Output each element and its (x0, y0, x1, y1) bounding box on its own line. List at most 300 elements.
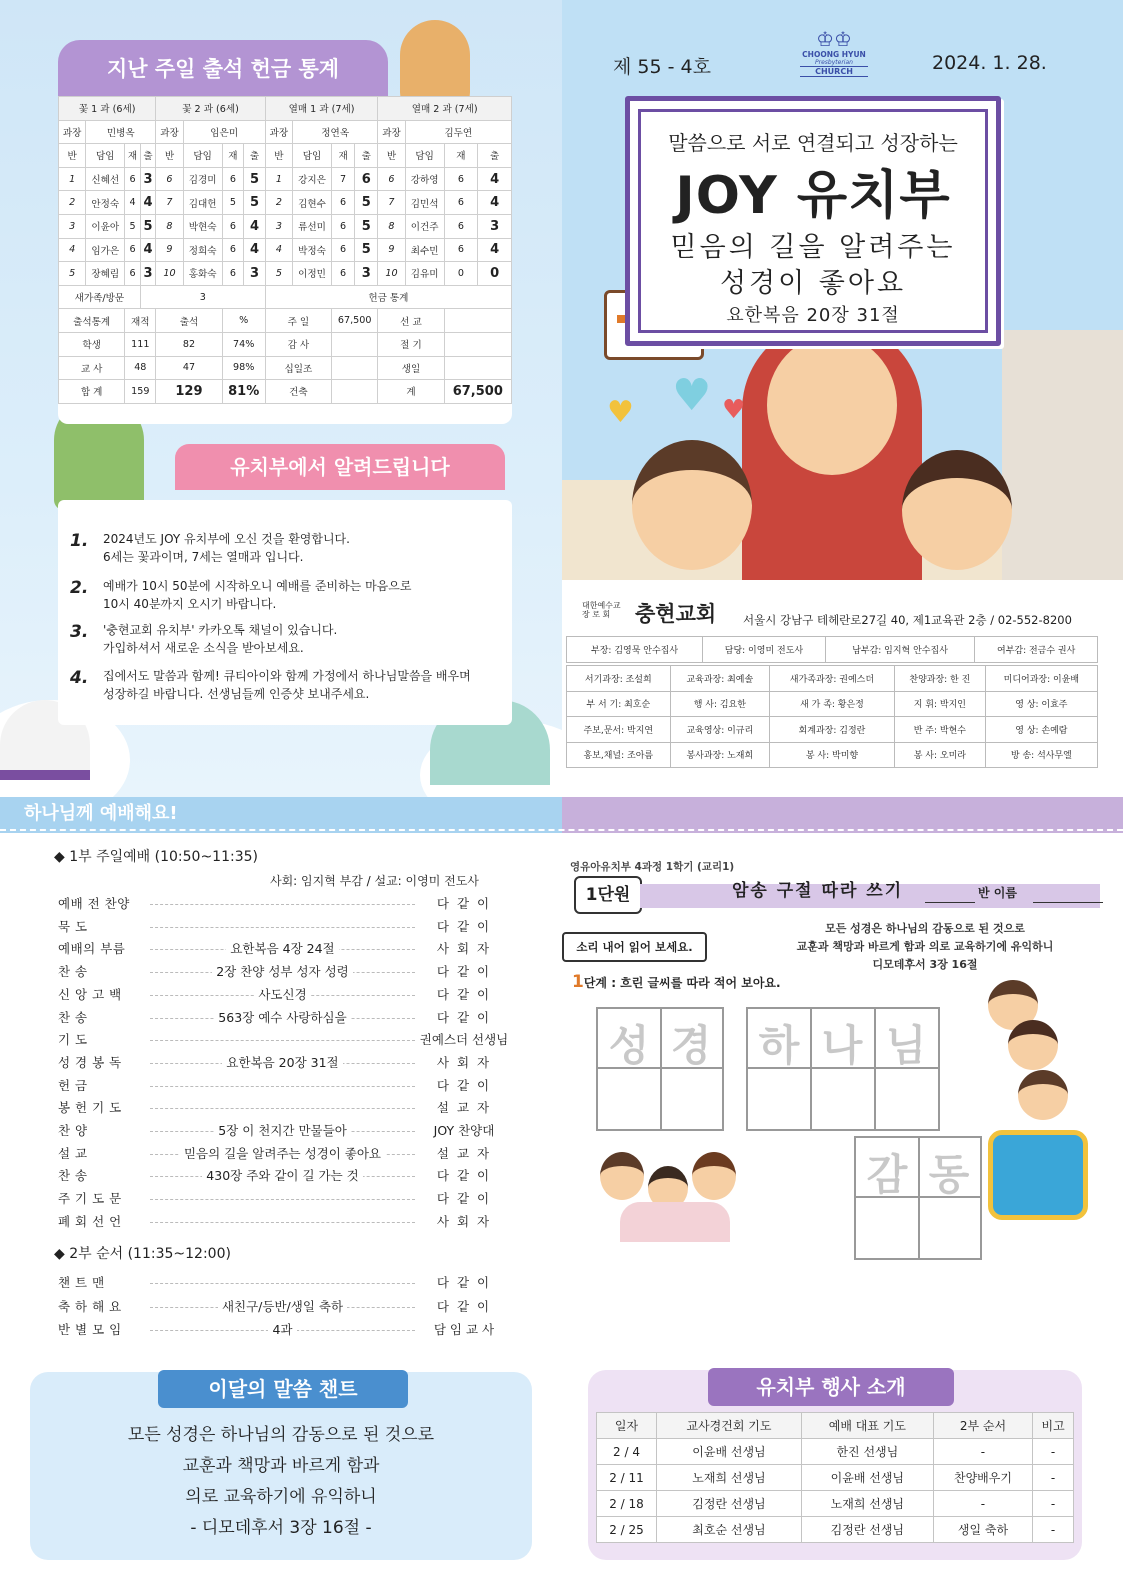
table-cell: 이윤배 선생님 (656, 1439, 801, 1465)
table-cell: 6 (125, 167, 141, 191)
lesson-band (562, 797, 1123, 833)
table-cell: 5 (355, 214, 378, 238)
table-cell: 8 (378, 214, 405, 238)
table-cell: 박정숙 (293, 238, 332, 262)
head-label: 과장 (59, 120, 86, 144)
table-cell: 감 사 (265, 332, 331, 356)
table-cell: 정희숙 (183, 238, 222, 262)
class-head: 정연옥 (293, 120, 378, 144)
order-leader: 다 같 이 (436, 1191, 492, 1207)
table-row (59, 332, 512, 356)
order-row (58, 1320, 510, 1342)
leader-dots (150, 904, 415, 905)
table-cell: 0 (478, 262, 512, 286)
theme-verse: 요한복음 20장 31절 (726, 305, 900, 326)
table-cell: 1 (59, 167, 86, 191)
order-item: 기 도 (58, 1032, 88, 1048)
building-illustration (1002, 330, 1123, 590)
order-leader: 사 회 자 (436, 941, 492, 957)
staff-cell: 행 사: 김요한 (670, 691, 769, 717)
order-item: 주 기 도 문 (58, 1191, 122, 1207)
order-leader: 다 같 이 (436, 1298, 492, 1314)
order-leader: 설 교 자 (436, 1145, 492, 1161)
table-cell: 48 (125, 356, 156, 380)
order-row (58, 1212, 510, 1234)
order-detail-wrap (150, 962, 415, 980)
order-detail: 2장 찬양 성부 성자 성령 (212, 964, 353, 979)
table-cell: 4 (478, 238, 512, 262)
order-detail: 5장 이 천지간 만물들아 (214, 1123, 351, 1138)
trace-char: 감 (866, 1150, 908, 1199)
column-header: 재 (444, 144, 478, 168)
order-detail-wrap (150, 985, 415, 1003)
staff-cell: 주보,문서: 박지연 (567, 717, 671, 743)
column-header: 담임 (405, 144, 444, 168)
table-cell: 이정민 (293, 262, 332, 286)
order-row (58, 1030, 510, 1052)
step-number: 1 (572, 972, 584, 992)
table-cell: 생일 (378, 356, 444, 380)
memory-verse (760, 920, 1090, 974)
notice-number: 1. (70, 531, 89, 551)
leader-dots (150, 1086, 415, 1087)
table-cell: 6 (125, 262, 141, 286)
column-header: 비고 (1033, 1413, 1074, 1439)
order-row (58, 939, 510, 961)
table-cell: 2 / 18 (597, 1491, 657, 1517)
order-item: 헌 금 (58, 1077, 88, 1093)
order-row (58, 1144, 510, 1166)
order-leader: 사 회 자 (436, 1054, 492, 1070)
table-cell: 5 (222, 191, 244, 215)
column-header: 반 (59, 144, 86, 168)
logo-text: Presbyterian (815, 59, 853, 66)
order-leader: 다 같 이 (436, 986, 492, 1002)
order-item: 찬 송 (58, 964, 88, 980)
part2-title: ◆ 2부 순서 (11:35~12:00) (54, 1246, 231, 1262)
order-detail-wrap (150, 1166, 415, 1184)
table-cell: 노재희 선생님 (801, 1491, 933, 1517)
table-cell (332, 380, 378, 404)
staff-cell: 봉 사: 박미향 (770, 742, 895, 768)
table-cell: 5 (355, 238, 378, 262)
table-cell: 계 (378, 380, 444, 404)
table-cell (444, 332, 511, 356)
order-detail-wrap (150, 939, 415, 957)
order-item: 성 경 봉 독 (58, 1054, 122, 1070)
notice-line: 집에서도 말씀과 함께! 큐티아이와 함께 가정에서 하나님말씀을 배우며 (103, 669, 471, 683)
leader-dots (150, 1108, 415, 1109)
order-leader: 권예스더 선생님 (419, 1032, 509, 1048)
table-cell: 3 (265, 214, 292, 238)
table-cell: 6 (444, 238, 478, 262)
issue-number: 제 55 - 4호 (613, 56, 711, 78)
column-header: 예배 대표 기도 (801, 1413, 933, 1439)
chant-text (30, 1420, 532, 1544)
column-header: 2부 순서 (933, 1413, 1032, 1439)
leader-dots (150, 1222, 415, 1223)
chant-title: 이달의 말씀 챈트 (158, 1370, 408, 1408)
table-cell: 82 (156, 332, 222, 356)
order-row (58, 1166, 510, 1188)
divider (0, 829, 1123, 831)
order-item: 반 별 모 임 (58, 1322, 122, 1337)
order-leader: JOY 찬양대 (433, 1123, 495, 1138)
table-cell: 김대헌 (183, 191, 222, 215)
leader-dots (150, 1040, 415, 1041)
denomination (582, 601, 621, 619)
column-header: 담임 (86, 144, 125, 168)
table-cell: 3 (140, 262, 156, 286)
table-cell: 주 일 (265, 309, 331, 333)
order-row (58, 917, 510, 939)
order-row (58, 1121, 510, 1143)
table-cell: 강하영 (405, 167, 444, 191)
theme-line1: 믿음의 길을 알려주는 (670, 232, 956, 263)
table-cell: 6 (332, 214, 355, 238)
table-row (59, 238, 512, 262)
course-label: 영유아유치부 4과정 1학기 (교리1) (570, 861, 735, 873)
family-reading-illustration (600, 1142, 750, 1242)
church-name: 충현교회 (635, 601, 717, 626)
order-detail: 믿음의 길을 알려주는 성경이 좋아요 (180, 1146, 385, 1161)
column-header: 반 (156, 144, 183, 168)
ministry-name: JOY 유치부 (675, 166, 951, 226)
class-name-line[interactable] (925, 902, 975, 903)
table-cell: 재적 (125, 309, 156, 333)
table-cell: 안정숙 (86, 191, 125, 215)
offering-label: 헌금 통계 (265, 285, 511, 309)
table-cell: 74% (222, 332, 265, 356)
order-leader: 다 같 이 (436, 918, 492, 934)
heart-icon: ♥ (607, 395, 634, 430)
trace-char: 경 (670, 1021, 712, 1070)
table-cell: 5 (265, 262, 292, 286)
table-row (59, 380, 512, 404)
table-cell: 김유미 (405, 262, 444, 286)
table-cell: 81% (222, 380, 265, 404)
visit-value: 3 (140, 285, 265, 309)
table-cell: 출석 (156, 309, 222, 333)
column-header: 반 (378, 144, 405, 168)
order-detail-wrap (150, 1008, 415, 1026)
table-cell: 강지은 (293, 167, 332, 191)
theme-line2: 성경이 좋아요 (719, 268, 907, 299)
table-cell: 이윤아 (86, 214, 125, 238)
order-item: 예배의 부름 (58, 941, 126, 957)
table-cell: 3 (140, 167, 156, 191)
table-cell: 6 (332, 191, 355, 215)
leader-dots (150, 1283, 415, 1284)
table-cell: 6 (444, 214, 478, 238)
order-item: 예배 전 찬양 (58, 896, 130, 911)
table-cell: 10 (378, 262, 405, 286)
table-cell: 학생 (59, 332, 125, 356)
order-detail: 새친구/등반/생일 축하 (218, 1299, 347, 1314)
table-cell: - (1033, 1491, 1074, 1517)
table-cell: 1 (265, 167, 292, 191)
table-cell: 절 기 (378, 332, 444, 356)
table-cell: 2 / 11 (597, 1465, 657, 1491)
stats-title: 지난 주일 출석 헌금 통계 (58, 40, 388, 98)
order-item: 신 앙 고 백 (58, 986, 122, 1002)
order-row (58, 1297, 510, 1319)
table-cell: % (222, 309, 265, 333)
table-row (59, 191, 512, 215)
table-cell: 4 (244, 238, 266, 262)
column-header: 반 (265, 144, 292, 168)
logo-text: CHOONG HYUN (802, 50, 866, 59)
table-cell: 박현숙 (183, 214, 222, 238)
order-leader: 다 같 이 (436, 896, 492, 911)
order-row (58, 894, 510, 916)
title-frame (625, 96, 1001, 346)
table-row (59, 214, 512, 238)
boy-illustration (632, 440, 752, 570)
notice-line: '충현교회 유치부' 카카오톡 채널이 있습니다. (103, 623, 338, 637)
table-cell: 찬양배우기 (933, 1465, 1032, 1491)
table-cell (444, 356, 511, 380)
lesson-title: 암송 구절 따라 쓰기 (732, 881, 904, 901)
trace-char: 성 (608, 1021, 650, 1070)
table-cell: 5 (355, 191, 378, 215)
staff-cell: 방 송: 석사무엘 (985, 742, 1097, 768)
head-label: 과장 (378, 120, 405, 144)
table-cell: 6 (332, 238, 355, 262)
table-cell: 장혜림 (86, 262, 125, 286)
table-cell: 2 (265, 191, 292, 215)
table-cell (332, 356, 378, 380)
table-cell: 3 (478, 214, 512, 238)
order-row (58, 985, 510, 1007)
table-cell: 67,500 (444, 380, 511, 404)
worship-title: 하나님께 예배해요! (24, 803, 178, 824)
column-header: 출 (140, 144, 156, 168)
column-header: 재 (125, 144, 141, 168)
table-row (59, 309, 512, 333)
heart-icon: ♥ (722, 395, 746, 425)
table-cell: 6 (222, 214, 244, 238)
church-address: 서울시 강남구 테헤란로27길 40, 제1교육관 2층 / 02-552-8200 (743, 613, 1072, 627)
slogan: 말씀으로 서로 연결되고 성장하는 (668, 131, 958, 155)
table-row (567, 666, 1098, 692)
table-cell: 4 (140, 238, 156, 262)
chant-line: 교훈과 책망과 바르게 함과 (182, 1456, 380, 1476)
column-header: 담임 (293, 144, 332, 168)
order-detail-wrap (150, 1320, 415, 1338)
staff-cell: 교육과장: 최예솔 (670, 666, 769, 692)
order-item: 축 하 해 요 (58, 1298, 122, 1314)
denomination-line: 장 로 회 (582, 610, 611, 619)
table-cell: 6 (444, 191, 478, 215)
table-cell: 합 계 (59, 380, 125, 404)
events-table (596, 1412, 1074, 1543)
column-header: 재 (222, 144, 244, 168)
church-logo (800, 28, 868, 77)
table-cell: 2 / 25 (597, 1517, 657, 1543)
table-cell: 최수민 (405, 238, 444, 262)
staff-cell: 찬양과장: 한 진 (894, 666, 985, 692)
part1-title: ◆ 1부 주일예배 (10:50~11:35) (54, 849, 258, 865)
notice-line: 10시 40분까지 오시기 바랍니다. (103, 597, 277, 611)
table-row (567, 742, 1098, 768)
table-cell: 김정란 선생님 (801, 1517, 933, 1543)
table-cell: 5 (244, 191, 266, 215)
order-leader: 설 교 자 (436, 1100, 492, 1116)
trace-char: 하 (758, 1021, 800, 1070)
table-cell: 5 (140, 214, 156, 238)
table-cell: 류선미 (293, 214, 332, 238)
table-cell: 2 (59, 191, 86, 215)
order-row (58, 1189, 510, 1211)
table-row (597, 1465, 1074, 1491)
table-cell: 3 (244, 262, 266, 286)
table-cell: 7 (378, 191, 405, 215)
table-cell: 9 (156, 238, 183, 262)
table-cell: 47 (156, 356, 222, 380)
table-cell: - (933, 1439, 1032, 1465)
order-row (58, 1098, 510, 1120)
order-detail: 4과 (268, 1322, 296, 1337)
staff-cell: 반 주: 박현수 (894, 717, 985, 743)
table-cell: - (1033, 1465, 1074, 1491)
class-name-line[interactable] (1033, 902, 1103, 903)
table-cell: 김경미 (183, 167, 222, 191)
step-text: 단계 : 흐린 글씨를 따라 적어 보아요. (583, 976, 781, 990)
table-cell: - (1033, 1517, 1074, 1543)
order-item: 찬 양 (58, 1123, 88, 1138)
staff-top (566, 636, 1098, 663)
table-row (597, 1439, 1074, 1465)
staff-cell: 새가족과장: 권예스더 (770, 666, 895, 692)
table-cell: 6 (222, 262, 244, 286)
table-cell: 홍화숙 (183, 262, 222, 286)
table-cell: 7 (332, 167, 355, 191)
staff-grid (566, 665, 1098, 768)
order-leader: 다 같 이 (436, 1275, 492, 1290)
table-cell: 5 (59, 262, 86, 286)
staff-cell: 새 가 족: 황은정 (770, 691, 895, 717)
table-cell: 6 (156, 167, 183, 191)
staff-cell: 봉 사: 오미라 (894, 742, 985, 768)
table-row (59, 167, 512, 191)
table-cell: 4 (244, 214, 266, 238)
order-detail: 요한복음 4장 24절 (226, 941, 338, 956)
step-instruction (572, 972, 781, 992)
read-aloud-label: 소리 내어 읽어 보세요. (562, 932, 707, 962)
table-cell: 김정란 선생님 (656, 1491, 801, 1517)
column-header: 교사경건회 기도 (656, 1413, 801, 1439)
order-item: 묵 도 (58, 918, 88, 934)
heart-icon: ♥ (672, 370, 712, 421)
chant-line: 의로 교육하기에 유익하니 (185, 1487, 377, 1507)
class-head: 임은미 (183, 120, 265, 144)
class-name-label: 반 이름 (978, 886, 1017, 900)
class-head: 김두연 (405, 120, 511, 144)
table-cell: 노재희 선생님 (656, 1465, 801, 1491)
order-row (58, 1008, 510, 1030)
table-cell: 6 (222, 167, 244, 191)
order-item: 폐 회 선 언 (58, 1213, 122, 1229)
table-cell: 십일조 (265, 356, 331, 380)
table-cell: 최호순 선생님 (656, 1517, 801, 1543)
table-row (59, 356, 512, 380)
table-cell: - (1033, 1439, 1074, 1465)
tracing-grid[interactable] (746, 1007, 940, 1131)
table-row (567, 691, 1098, 717)
table-cell: 3 (355, 262, 378, 286)
table-cell: 6 (125, 238, 141, 262)
stats-table-box (58, 96, 512, 424)
tracing-grid[interactable] (596, 1007, 724, 1131)
table-cell: 3 (59, 214, 86, 238)
order-item: 챈 트 맨 (58, 1275, 105, 1290)
staff-cell: 여부감: 전금수 권사 (975, 637, 1098, 663)
table-cell: 111 (125, 332, 156, 356)
notice-line: 가입하셔서 새로운 소식을 받아보세요. (103, 641, 304, 655)
leader-dots (150, 927, 415, 928)
table-cell: 선 교 (378, 309, 444, 333)
notice-number: 2. (70, 578, 89, 598)
table-cell (444, 309, 511, 333)
table-cell: 8 (156, 214, 183, 238)
table-cell: 129 (156, 380, 222, 404)
table-cell: 출석통계 (59, 309, 125, 333)
table-cell: 건축 (265, 380, 331, 404)
table-cell: 9 (378, 238, 405, 262)
table-cell: 4 (478, 167, 512, 191)
order-row (58, 1273, 510, 1295)
order-detail: 563장 예수 사랑하심을 (214, 1010, 350, 1025)
table-row (597, 1517, 1074, 1543)
attendance-table (58, 96, 512, 404)
denomination-line: 대한예수교 (582, 601, 621, 610)
worship-credits: 사회: 임지혁 부감 / 설교: 이영미 전도사 (270, 874, 479, 888)
order-detail-wrap (150, 1297, 415, 1315)
class-header: 열매 1 과 (7세) (265, 97, 378, 121)
table-cell: 김현수 (293, 191, 332, 215)
tracing-grid[interactable] (854, 1136, 982, 1260)
trace-char: 동 (928, 1150, 970, 1199)
order-leader: 다 같 이 (436, 1168, 492, 1184)
order-detail-wrap (150, 1121, 415, 1139)
table-cell: 생일 축하 (933, 1517, 1032, 1543)
head-label: 과장 (265, 120, 292, 144)
class-header: 꽃 2 과 (6세) (156, 97, 265, 121)
table-cell: 6 (222, 238, 244, 262)
order-leader: 담 임 교 사 (433, 1322, 495, 1337)
staff-cell: 회계과장: 김정란 (770, 717, 895, 743)
notice-box (58, 500, 512, 725)
staff-cell: 부장: 김영묵 안수집사 (567, 637, 703, 663)
order-item: 찬 송 (58, 1168, 88, 1184)
table-cell: 6 (378, 167, 405, 191)
table-cell: 4 (125, 191, 141, 215)
table-cell: 이건주 (405, 214, 444, 238)
table-cell: 4 (265, 238, 292, 262)
table-cell: 7 (156, 191, 183, 215)
table-cell: 김민석 (405, 191, 444, 215)
table-row (567, 717, 1098, 743)
table-cell: 신혜선 (86, 167, 125, 191)
order-detail-wrap (150, 1144, 415, 1162)
order-leader: 다 같 이 (436, 1009, 492, 1025)
table-header (597, 1413, 1074, 1439)
table-cell: 한진 선생님 (801, 1439, 933, 1465)
class-head: 민병옥 (86, 120, 156, 144)
table-cell: 6 (444, 167, 478, 191)
table-cell: 5 (125, 214, 141, 238)
